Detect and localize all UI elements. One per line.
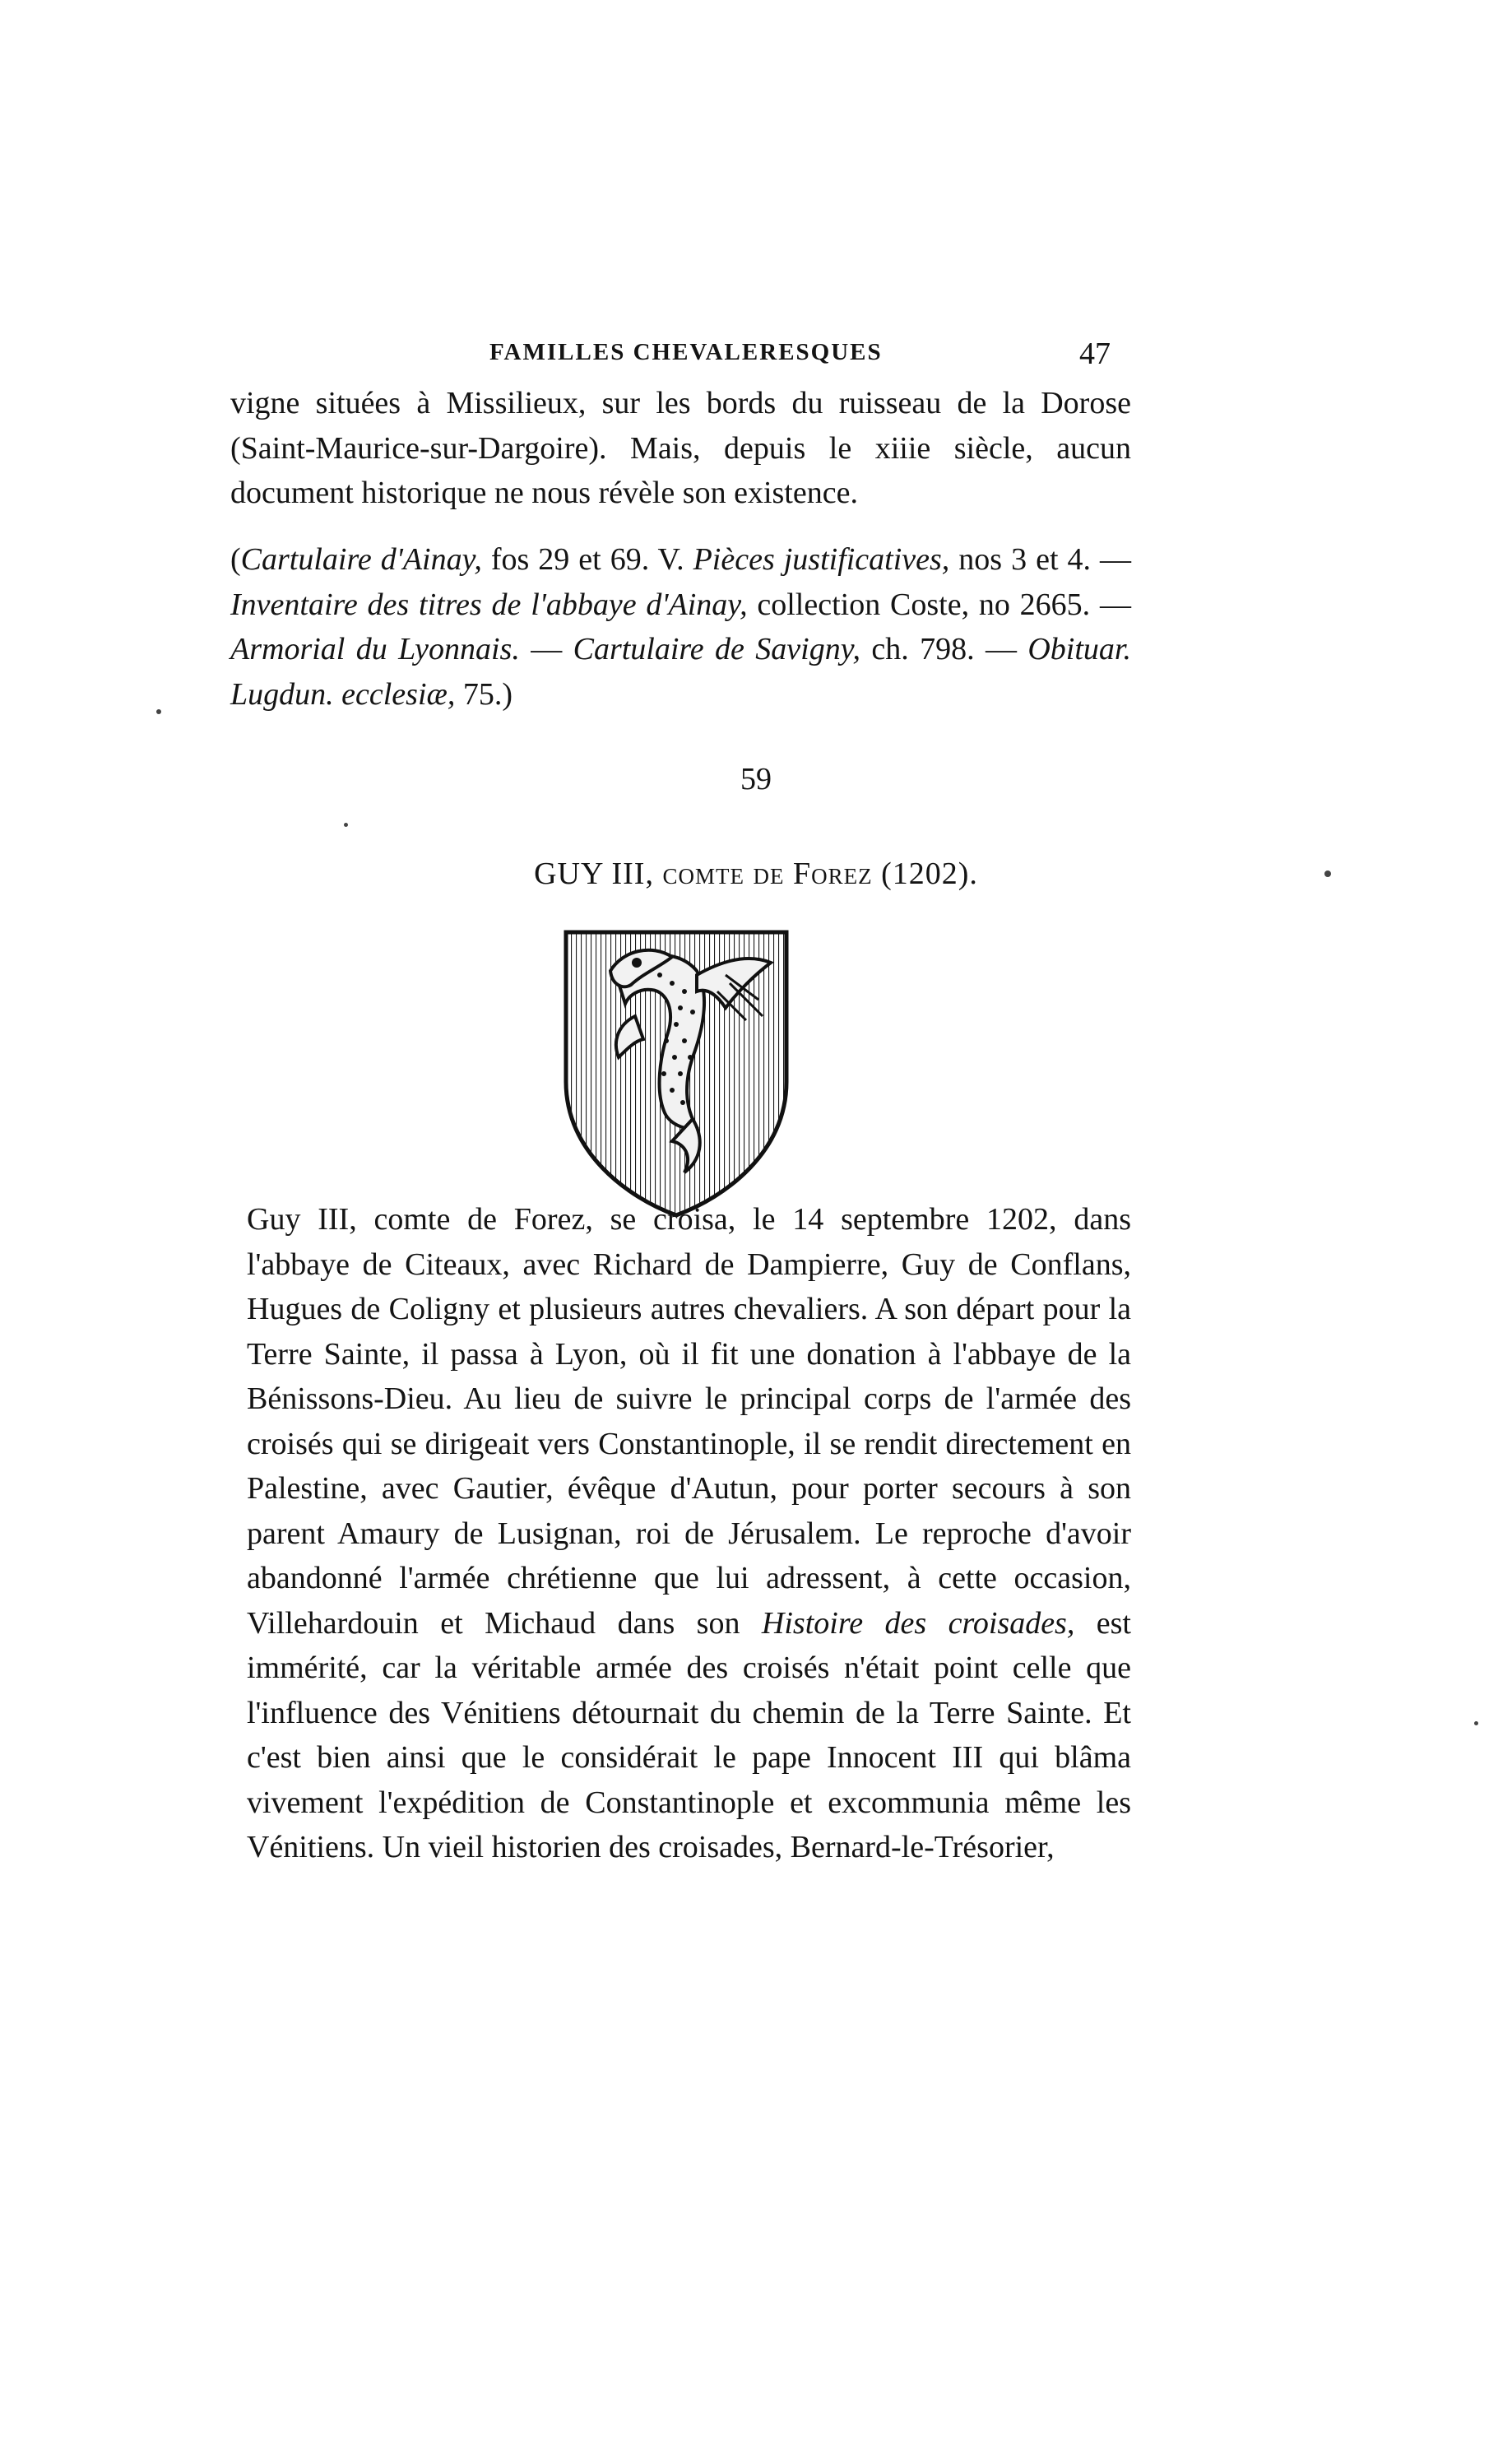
sources-title: Obituar. Lugdun. ecclesiæ, (230, 632, 1131, 712)
running-head (489, 336, 1131, 377)
entry-number: 59 (740, 762, 772, 796)
entry-date: (1202). (881, 857, 978, 891)
scan-speck (344, 823, 348, 827)
sources-text: ( (230, 542, 241, 577)
sources-text: nos 3 et 4. — (949, 542, 1132, 577)
paragraph-text: Guy III, comte de Forez, se croisa, le 14 septembre 1202, dans l'abbaye de Citeaux, avec Richard de Dampierre, Guy de Conflans, Hugues de Coligny et plusieurs autres chevaliers. A son départ pour la Terre Sainte, il passa à Lyon, où il fit une donation à l'abbaye de la Bénissons-Dieu. Au lieu de suivre le principal corps de l'armée des croisés qui se dirigeait vers Constantinople, il se rendit directement en Palestine, avec Gautier, évêque d'Autun, pour porter secours à son parent Amaury de Lusignan, roi de Jérusalem. Le reproche d'avoir abandonné l'armée chrétienne que lui adressent, à cette occasion, Villehardouin et Michaud dans son (247, 1202, 1131, 1641)
sources-text: collection Coste, no 2665. — (747, 587, 1131, 622)
book-title: Histoire des croisades, (761, 1605, 1075, 1641)
page-number: 47 (1079, 337, 1111, 371)
paragraph-continuation: vigne situées à Missilieux, sur les bords du ruisseau de la Dorose (Saint-Maurice-sur-Dargoire). Mais, depuis le xiiie siècle, aucun document historique ne nous révèle son existence. (230, 386, 1131, 510)
entry-heading (0, 856, 1512, 892)
sources-title: Cartulaire de Savigny, (573, 632, 860, 666)
scan-speck (1474, 1721, 1478, 1725)
paragraph-guy-iii (247, 1197, 1131, 1870)
sources-title: Cartulaire d'Ainay, (240, 542, 482, 577)
shield-coat-of-arms-icon (561, 926, 791, 1222)
scan-speck (1324, 871, 1331, 877)
paragraph-text: est immérité, car la véritable armée des croisés n'était point celle que l'influence des Vénitiens détournait du chemin de la Terre Sainte. Et c'est bien ainsi que le considérait le pape Innocent III qui blâma vivement l'expédition de Constantinople et excommunia même les Vénitiens. Un vieil historien des croisades, Bernard-le-Trésorier, (247, 1605, 1131, 1864)
sources-title: Pièces justificatives, (693, 542, 950, 577)
sources-title: Armorial du Lyonnais. (230, 632, 520, 666)
sources-text: ch. 798. — (860, 632, 1028, 666)
sources-text: fos 29 et 69. V. (481, 542, 693, 577)
entry-title: comte de Forez (662, 857, 873, 891)
sources-title: Inventaire des titres de l'abbaye d'Ainay, (230, 587, 748, 622)
scan-speck (156, 709, 161, 714)
sources-text: 75.) (455, 676, 513, 712)
sources-text: — (519, 632, 573, 666)
running-title: FAMILLES CHEVALERESQUES (489, 339, 883, 365)
entry-name: GUY III, (534, 857, 654, 891)
paragraph-sources (230, 537, 1131, 717)
